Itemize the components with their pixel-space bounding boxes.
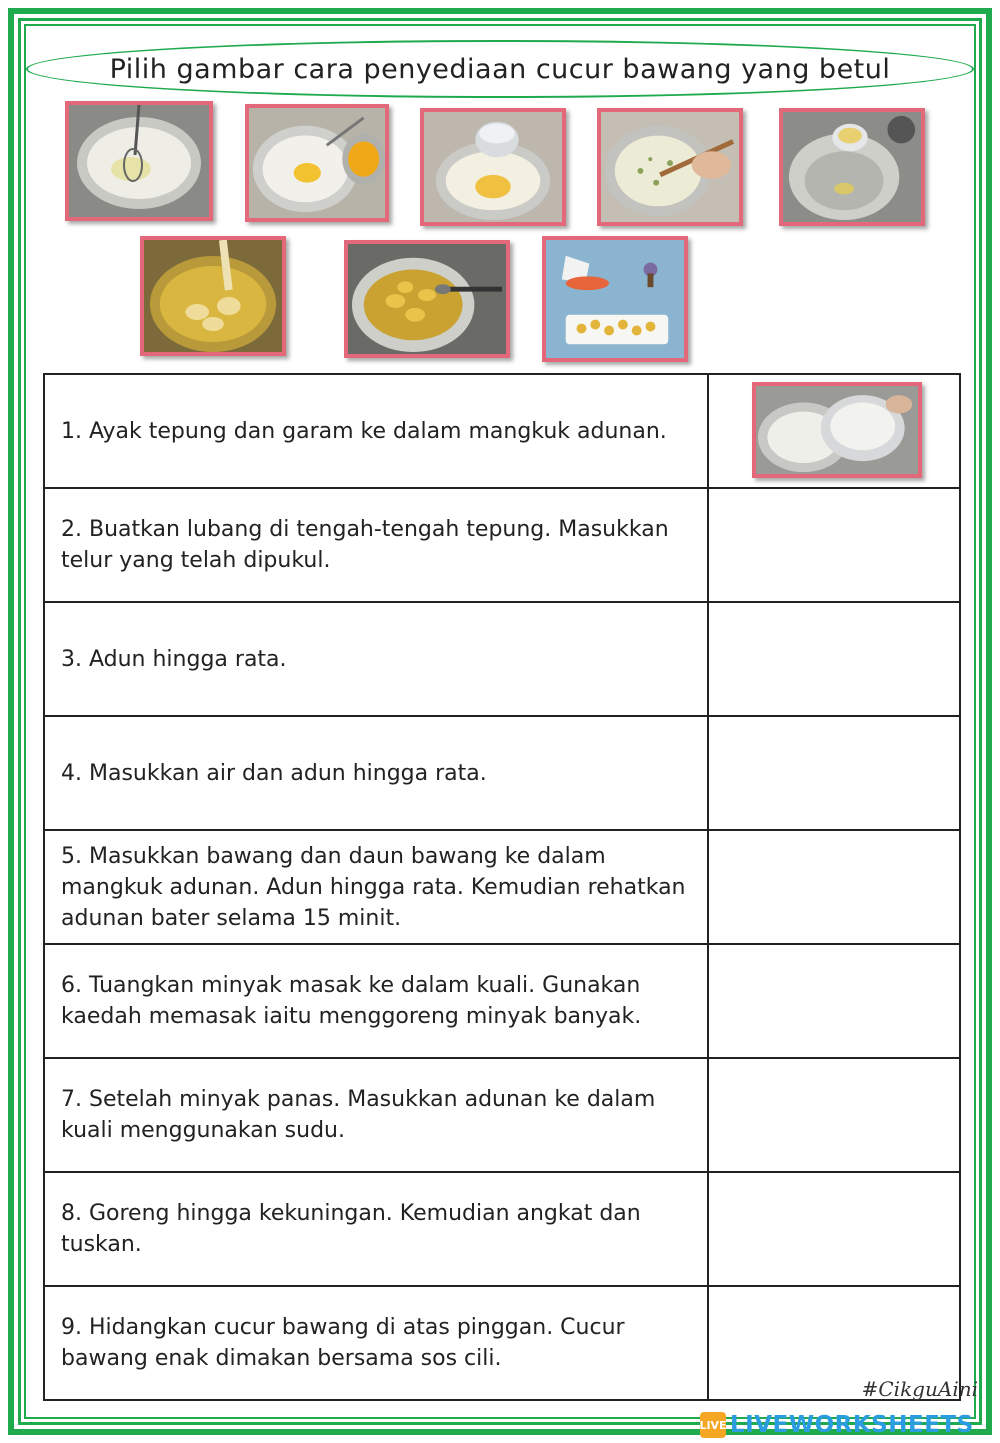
step-text: 9. Hidangkan cucur bawang di atas pinggan. Cucur bawang enak dimakan bersama sos cili. <box>44 1286 708 1400</box>
brand-logo: LIVE <box>700 1412 726 1438</box>
step-row <box>44 1286 960 1400</box>
choice-serve-with-sauce-photo[interactable] <box>542 236 688 362</box>
signature: #CikguAini <box>861 1377 978 1401</box>
step-answer-dropzone[interactable] <box>708 1172 960 1286</box>
step-row <box>44 830 960 944</box>
brand-wordmark: LIVEWORKSHEETS <box>730 1412 974 1438</box>
choice-whisk-flour-bowl-photo[interactable] <box>65 101 213 221</box>
choice-egg-into-flour-photo[interactable] <box>245 104 389 222</box>
worksheet-title: Pilih gambar cara penyediaan cucur bawang yang betul <box>26 40 974 98</box>
step-answer-dropzone[interactable] <box>708 602 960 716</box>
step-text: 7. Setelah minyak panas. Masukkan adunan ke dalam kuali menggunakan sudu. <box>44 1058 708 1172</box>
step-row <box>44 716 960 830</box>
choice-oil-into-wok-photo[interactable] <box>779 108 925 226</box>
step-text: 6. Tuangkan minyak masak ke dalam kuali. Gunakan kaedah memasak iaitu menggoreng minyak banyak. <box>44 944 708 1058</box>
step-row <box>44 1058 960 1172</box>
step-text: 2. Buatkan lubang di tengah-tengah tepung. Masukkan telur yang telah dipukul. <box>44 488 708 602</box>
step-row <box>44 602 960 716</box>
step-answer-dropzone[interactable] <box>708 1058 960 1172</box>
step-row <box>44 1172 960 1286</box>
choice-batter-into-oil-photo[interactable] <box>140 236 286 356</box>
step-answer-dropzone[interactable] <box>708 716 960 830</box>
step-row <box>44 374 960 488</box>
step-answer-dropzone[interactable] <box>708 830 960 944</box>
steps-table <box>43 373 961 1401</box>
step-text: 8. Goreng hingga kekuningan. Kemudian angkat dan tuskan. <box>44 1172 708 1286</box>
choice-mix-batter-photo[interactable] <box>597 108 743 226</box>
step-row <box>44 488 960 602</box>
step-answer-dropzone[interactable] <box>708 374 960 488</box>
step-text: 1. Ayak tepung dan garam ke dalam mangkuk adunan. <box>44 374 708 488</box>
step-answer-dropzone[interactable] <box>708 944 960 1058</box>
choice-fry-golden-photo[interactable] <box>344 240 510 358</box>
choice-pour-water-photo[interactable] <box>420 108 566 226</box>
answer-sift-flour-photo[interactable] <box>752 382 922 478</box>
step-text: 4. Masukkan air dan adun hingga rata. <box>44 716 708 830</box>
step-row <box>44 944 960 1058</box>
step-text: 5. Masukkan bawang dan daun bawang ke dalam mangkuk adunan. Adun hingga rata. Kemudian rehatkan adunan bater selama 15 minit. <box>44 830 708 944</box>
brand <box>700 1410 974 1440</box>
step-answer-dropzone[interactable] <box>708 488 960 602</box>
step-text: 3. Adun hingga rata. <box>44 602 708 716</box>
